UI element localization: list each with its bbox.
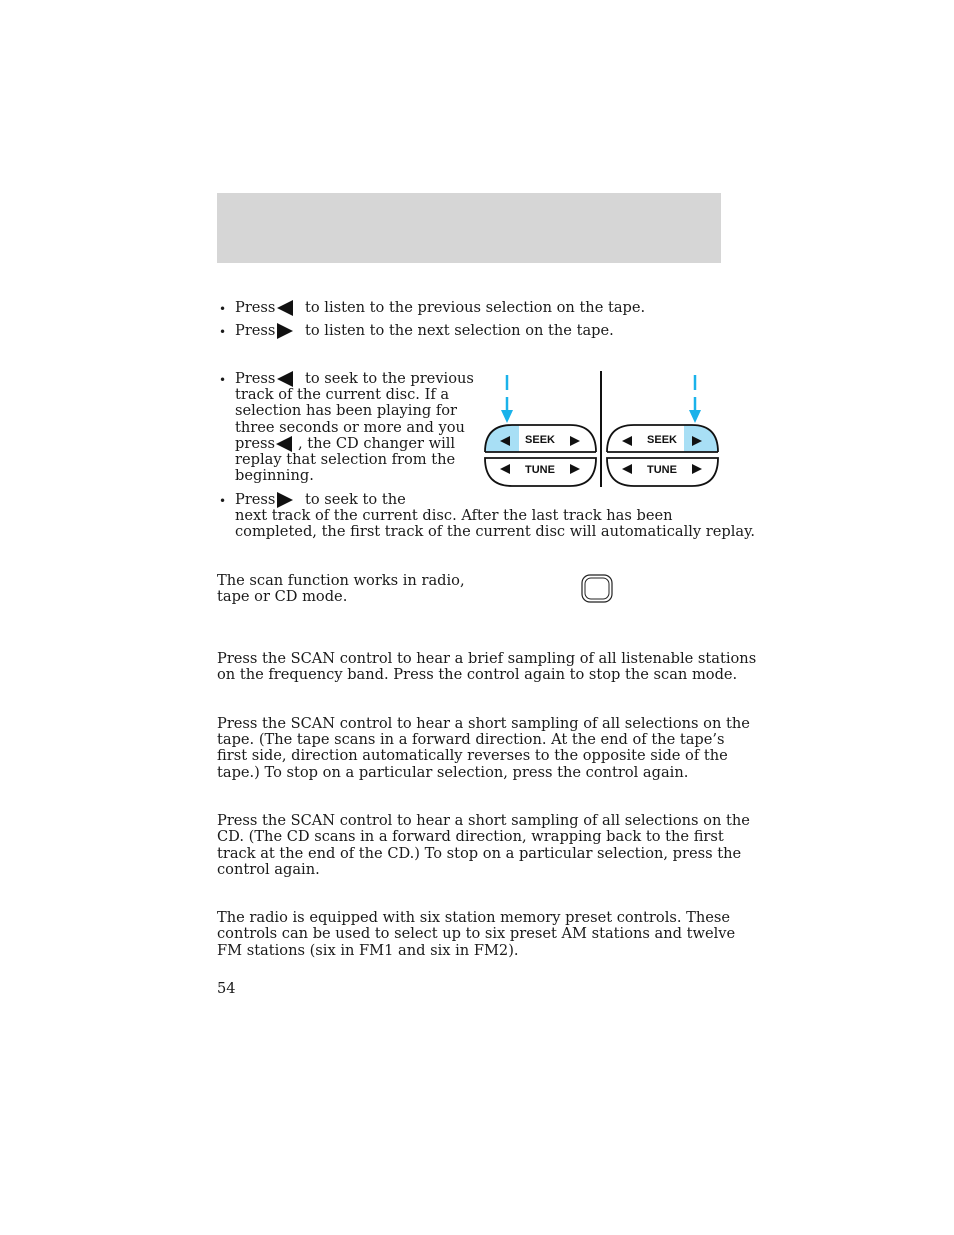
bullet-dot: •	[219, 302, 227, 316]
scan-intro-line: The scan function works in radio,	[217, 572, 465, 589]
cd-bullet-1-line: three seconds or more and you	[235, 419, 465, 436]
scan-tape-line: Press the SCAN control to hear a short sampling of all selections on the	[217, 715, 750, 732]
tune-label: TUNE	[525, 464, 555, 476]
right-arrow-icon	[277, 492, 293, 508]
cd-bullet-2-line: next track of the current disc. After the last track has been	[235, 507, 673, 524]
tape-bullet-1-press: Press	[235, 299, 276, 316]
seek-label: SEEK	[525, 434, 555, 446]
scan-tape-line: tape. (The tape scans in a forward direction. At the end of the tape’s	[217, 731, 725, 748]
bullet-dot: •	[219, 373, 227, 387]
bullet-dot: •	[219, 325, 227, 339]
scan-cd-line: CD. (The CD scans in a forward direction, wrapping back to the first	[217, 828, 724, 845]
seek-tune-diagram	[482, 370, 722, 490]
cd-bullet-2-line: completed, the first track of the current disc will automatically replay.	[235, 523, 756, 540]
presets-line: controls can be used to select up to six preset AM stations and twelve	[217, 925, 736, 942]
seek-left-highlight	[485, 425, 519, 452]
scan-cd-line: control again.	[217, 861, 320, 878]
cd-bullet-1-press-lower: press	[235, 435, 275, 452]
tape-bullet-1-text: to listen to the previous selection on the tape.	[305, 299, 646, 316]
scan-button-icon	[581, 574, 613, 603]
cd-bullet-1-line: track of the current disc. If a	[235, 386, 450, 403]
scan-radio-line: on the frequency band. Press the control again to stop the scan mode.	[217, 666, 738, 683]
scan-intro-line: tape or CD mode.	[217, 588, 348, 605]
scan-radio-line: Press the SCAN control to hear a brief sampling of all listenable stations	[217, 650, 757, 667]
section-header-band	[217, 193, 721, 263]
left-arrow-icon	[276, 436, 292, 452]
tune-label: TUNE	[647, 464, 677, 476]
scan-tape-line: tape.) To stop on a particular selection, press the control again.	[217, 764, 689, 781]
tape-bullet-2-press: Press	[235, 322, 276, 339]
pointer-arrow-right-icon	[689, 375, 701, 423]
seek-label: SEEK	[647, 434, 677, 446]
left-arrow-icon	[277, 371, 293, 387]
right-arrow-icon	[277, 323, 293, 339]
seek-tune-control-right	[607, 425, 718, 486]
cd-bullet-1-line: beginning.	[235, 467, 314, 484]
scan-cd-line: track at the end of the CD.) To stop on a particular selection, press the	[217, 845, 742, 862]
cd-bullet-1-line: selection has been playing for	[235, 402, 458, 419]
cd-bullet-2-line: to seek to the	[305, 491, 406, 508]
seek-tune-control-left	[485, 425, 596, 486]
bullet-dot: •	[219, 494, 227, 508]
scan-cd-line: Press the SCAN control to hear a short sampling of all selections on the	[217, 812, 750, 829]
tape-bullet-2-text: to listen to the next selection on the tape.	[305, 322, 614, 339]
cd-bullet-1-line: , the CD changer will	[298, 435, 456, 452]
presets-line: The radio is equipped with six station memory preset controls. These	[217, 909, 731, 926]
cd-bullet-1-line: to seek to the previous	[305, 370, 474, 387]
scan-tape-line: first side, direction automatically reverses to the opposite side of the	[217, 747, 728, 764]
presets-line: FM stations (six in FM1 and six in FM2).	[217, 942, 519, 959]
cd-bullet-2-press: Press	[235, 491, 276, 508]
page-number: 54	[217, 980, 236, 997]
left-arrow-icon	[277, 300, 293, 316]
pointer-arrow-left-icon	[501, 375, 513, 423]
cd-bullet-1-press: Press	[235, 370, 276, 387]
seek-right-highlight	[684, 425, 718, 452]
cd-bullet-1-line: replay that selection from the	[235, 451, 456, 468]
